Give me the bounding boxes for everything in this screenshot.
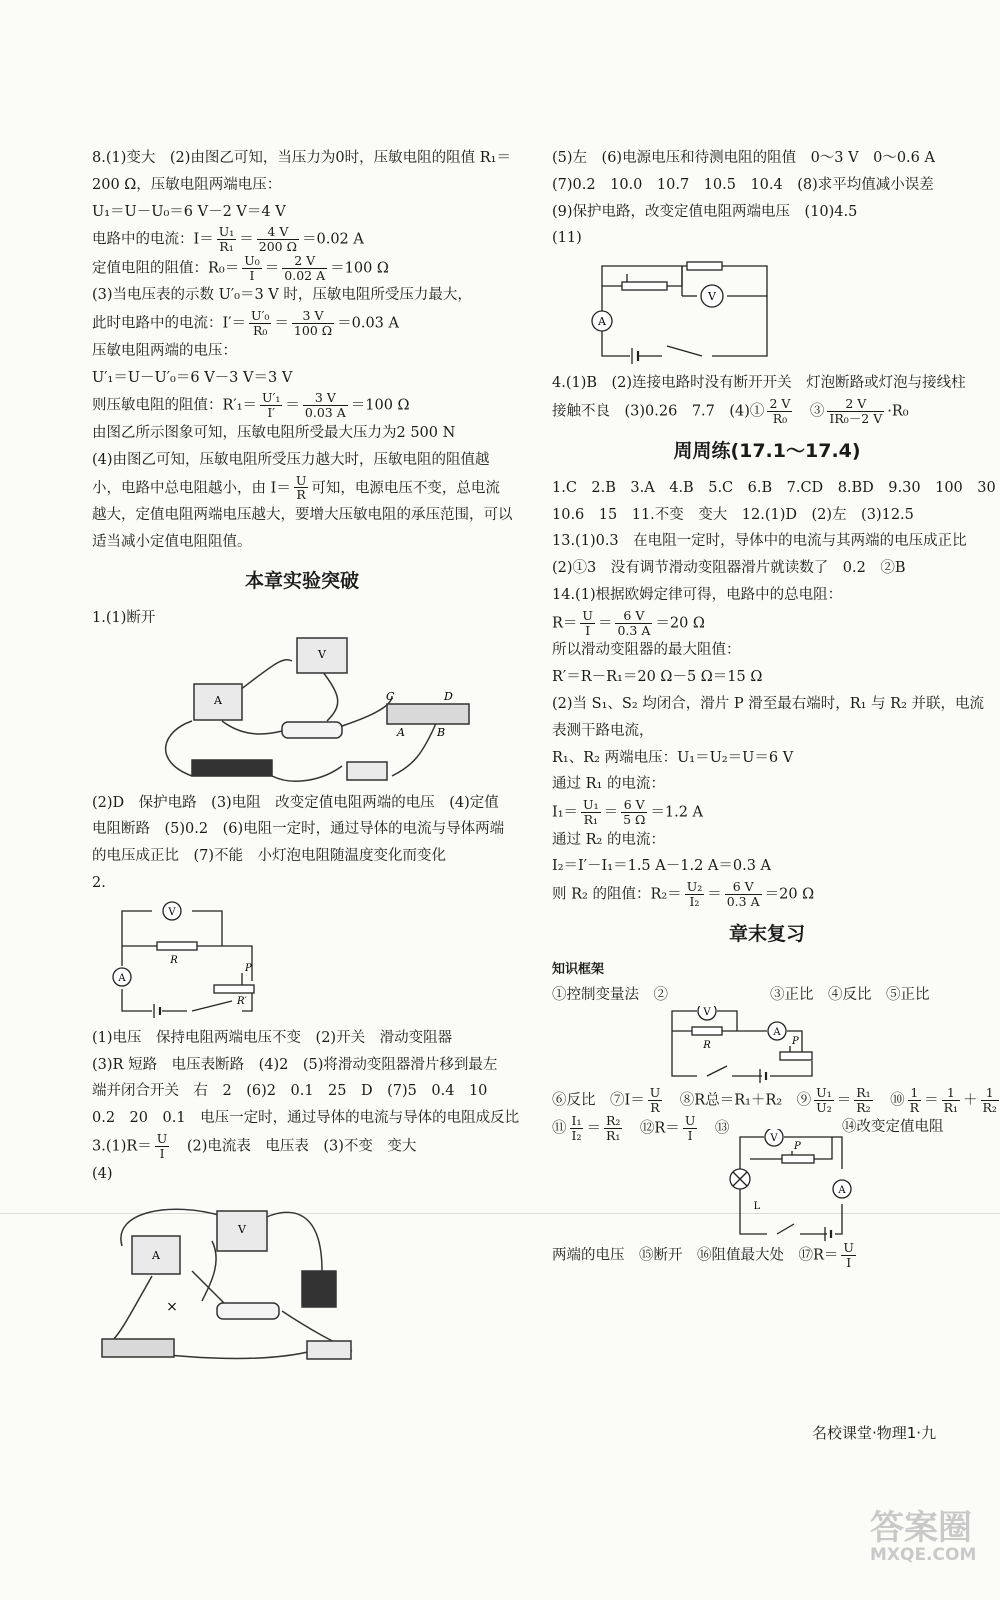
resistor-label: R <box>703 1039 711 1051</box>
text: 定值电阻的阻值：R₀＝ <box>92 260 240 277</box>
slider-label: P <box>792 1035 799 1047</box>
right-column <box>552 145 997 1270</box>
q8-line-1: 8.(1)变大 (2)由图乙可知，当压力为0时，压敏电阻的阻值 R₁＝ <box>92 150 511 166</box>
site-watermark <box>870 1500 976 1565</box>
text: ＝20 Ω <box>764 886 815 903</box>
w-current-r1 <box>552 798 982 827</box>
q8-line-13 <box>92 474 512 503</box>
text: R＝ <box>552 615 578 632</box>
e2-number: 2. <box>92 875 106 892</box>
text: ③正比 ④反比 ⑤正比 <box>770 986 930 1003</box>
text: ＝100 Ω <box>330 260 389 277</box>
w-line-12: 通过 R₁ 的电流： <box>552 776 665 793</box>
text: ＝ <box>274 315 289 332</box>
fraction <box>854 1086 872 1115</box>
numerator: 6 V <box>725 880 762 895</box>
numerator: U <box>684 1113 696 1129</box>
q4-line-2 <box>552 397 982 426</box>
denominator: R₀ <box>772 410 788 426</box>
w-line-1: 1.C 2.B 3.A 4.B 5.C 6.B 7.CD 8.BD 9.30 100 30 <box>552 479 996 496</box>
q8-line-3: U₁＝U－U₀＝6 V－2 V＝4 V <box>92 203 286 220</box>
text: ＝ <box>707 886 722 903</box>
numerator: 1 <box>942 1086 960 1101</box>
fraction <box>981 1086 999 1115</box>
q8-current2-formula <box>92 309 512 338</box>
text: 可知，电源电压不变，总电流 <box>311 479 500 496</box>
denominator: U₂ <box>816 1099 832 1115</box>
numerator: U <box>582 607 593 623</box>
text: 此时电路中的电流：I′＝ <box>92 315 247 332</box>
numerator: 1 <box>981 1086 999 1101</box>
numerator: 6 V <box>615 609 652 624</box>
e1-line-2: (2)D 保护电路 (3)电阻 改变定值电阻两端的电压 (4)定值 <box>92 794 499 811</box>
denominator: R₁ <box>943 1099 959 1115</box>
terminal-c-label: C <box>386 689 395 703</box>
denominator: 100 Ω <box>293 323 333 338</box>
e3-physical-circuit <box>92 1191 392 1366</box>
q8-line-6: (3)当电压表的示数 U′₀＝3 V 时，压敏电阻所受压力最大， <box>92 287 472 304</box>
fraction <box>683 1114 698 1143</box>
numerator: 2 V <box>769 396 791 412</box>
ammeter-label: A <box>214 693 222 707</box>
text: 两端的电压 ⑮断开 ⑯阻值最大处 ⑰R＝ <box>552 1247 839 1264</box>
e1-physical-circuit <box>92 636 502 786</box>
denominator: IR₀－2 V <box>829 410 883 426</box>
kf-line-b <box>552 1084 997 1115</box>
numerator: 1 <box>908 1086 921 1101</box>
terminal-b-label: B <box>437 725 446 739</box>
denominator: I′ <box>267 405 276 421</box>
e2-line-3: 端并闭合开关 右 2 (6)2 0.1 25 D (7)5 0.4 10 <box>92 1083 488 1100</box>
text: 3.(1)R＝ <box>92 1138 152 1155</box>
numerator: U <box>649 1084 661 1100</box>
numerator: U′₁ <box>262 390 281 406</box>
fraction <box>580 609 595 638</box>
w-resistance-r2 <box>552 880 982 909</box>
text: ＝ <box>264 260 280 277</box>
text: 则压敏电阻的阻值：R′₁＝ <box>92 397 258 414</box>
slider-label: P <box>794 1140 801 1152</box>
fraction <box>570 1114 584 1143</box>
page-footer: 名校课堂·物理1·九 <box>812 1424 937 1442</box>
w-line-7: 所以滑动变阻器的最大阻值： <box>552 642 741 659</box>
q8-line-15: 适当减小定值电阻阻值。 <box>92 533 252 550</box>
rheostat-label: R′ <box>237 995 247 1007</box>
text: ＝20 Ω <box>655 615 705 632</box>
fraction <box>942 1086 960 1115</box>
r-line-2: (7)0.2 10.0 10.7 10.5 10.4 (8)求平均值减小误差 <box>552 176 934 193</box>
section-title-experiments: 本章实验突破 <box>244 569 359 592</box>
e2-line-1: (1)电压 保持电阻两端电压不变 (2)开关 滑动变阻器 <box>92 1029 453 1046</box>
r-line-3: (9)保护电路，改变定值电阻两端电压 (10)4.5 <box>552 203 858 220</box>
text: 接触不良 (3)0.26 7.7 (4)① <box>552 403 765 420</box>
ammeter-label: A <box>118 972 126 984</box>
denominator: R₂ <box>856 1099 871 1115</box>
fraction <box>621 798 647 827</box>
q8-resistor-formula <box>92 254 512 283</box>
cross-mark: × <box>166 1299 178 1316</box>
denominator: 0.03 A <box>304 405 346 421</box>
denominator: R₁ <box>219 239 234 255</box>
q8-line-11: 由图乙所示图象可知，压敏电阻所受最大压力为2 500 N <box>92 424 456 441</box>
w-line-4: (2)①3 没有调节滑动变阻器滑片就读数了 0.2 ②B <box>552 560 906 577</box>
numerator: U′₀ <box>251 308 270 324</box>
fraction <box>303 391 348 420</box>
w-line-2: 10.6 15 11.不变 变大 12.(1)D (2)左 (3)12.5 <box>552 506 914 523</box>
numerator: 2 V <box>282 254 327 269</box>
denominator: 0.02 A <box>284 267 326 283</box>
knowledge-framework-title: 知识框架 <box>552 961 605 977</box>
numerator: U <box>156 1131 168 1147</box>
e2-circuit-diagram <box>92 901 292 1021</box>
text: ＋ <box>963 1092 978 1109</box>
fraction <box>767 397 792 426</box>
terminal-d-label: D <box>444 689 453 703</box>
denominator: I <box>159 1145 165 1161</box>
denominator: I <box>846 1254 852 1270</box>
denominator: I₂ <box>571 1128 582 1144</box>
lamp-label: L <box>753 1200 761 1212</box>
text: ⑩ <box>875 1092 905 1109</box>
fraction <box>155 1132 170 1161</box>
w-line-9: (2)当 S₁、S₂ 均闭合，滑片 P 滑至最右端时，R₁ 与 R₂ 并联，电流 <box>552 695 985 712</box>
terminal-a-label: A <box>397 725 405 739</box>
fraction <box>249 309 271 338</box>
fraction <box>292 309 334 338</box>
e1-line-1: 1.(1)断开 <box>92 609 156 626</box>
denominator: 0.3 A <box>726 894 760 910</box>
text: ＝100 Ω <box>350 397 410 414</box>
denominator: R₁ <box>583 811 599 827</box>
e3-line-1 <box>92 1132 512 1161</box>
fraction <box>615 609 652 638</box>
fraction <box>217 225 237 254</box>
fraction <box>242 254 262 283</box>
denominator: I₂ <box>689 894 700 910</box>
q8-line-14: 越大，定值电阻两端电压越大，要增大压敏电阻的承压范围，可以 <box>92 507 513 523</box>
text: ⑭改变定值电阻 <box>842 1119 944 1136</box>
text: ＝ <box>285 397 300 414</box>
text: ＝0.02 A <box>301 231 364 248</box>
fraction <box>282 254 327 283</box>
w-line-10: 表测干路电流， <box>552 722 654 739</box>
q8-line-2: 200 Ω，压敏电阻两端电压： <box>92 176 282 193</box>
text: I₁＝ <box>552 804 579 821</box>
text: ＝ <box>603 804 619 821</box>
kf-circuit-diagram-1 <box>652 1006 872 1086</box>
denominator: R <box>296 487 306 503</box>
w-line-11: R₁、R₂ 两端电压：U₁＝U₂＝U＝6 V <box>552 749 794 766</box>
w-line-15: I₂＝I′－I₁＝1.5 A－1.2 A＝0.3 A <box>552 858 772 875</box>
e1-line-3: 电阻断路 (5)0.2 (6)电阻一定时，通过导体的电流与导体两端 <box>92 821 505 838</box>
fraction <box>841 1241 856 1270</box>
text: ＝ <box>586 1120 601 1137</box>
denominator: R₀ <box>253 323 268 338</box>
ammeter-label: A <box>773 1026 781 1038</box>
denominator: 0.3 A <box>617 622 651 638</box>
text: 电路中的电流：I＝ <box>92 231 214 248</box>
text: ③ <box>795 403 825 420</box>
fraction <box>685 880 705 909</box>
section-title-weekly: 周周练(17.1～17.4) <box>673 439 861 462</box>
numerator: R₂ <box>605 1113 621 1129</box>
r-line-1: (5)左 (6)电源电压和待测电阻的阻值 0～3 V 0～0.6 A <box>552 150 935 166</box>
fraction <box>604 1114 622 1143</box>
numerator: R₁ <box>856 1084 871 1100</box>
w-line-14: 通过 R₂ 的电流： <box>552 831 665 848</box>
numerator: 6 V <box>621 798 647 813</box>
numerator: U₁ <box>816 1084 832 1100</box>
denominator: R <box>909 1099 920 1115</box>
numerator: U₁ <box>218 224 235 240</box>
fraction <box>648 1086 663 1115</box>
voltmeter-label: V <box>318 647 326 661</box>
text: 则 R₂ 的阻值：R₂＝ <box>552 886 682 903</box>
text: ⑬ <box>700 1120 730 1137</box>
kf-line-d <box>552 1241 982 1270</box>
numerator: U <box>843 1239 854 1255</box>
ammeter-label: A <box>598 315 606 329</box>
q8-current-formula <box>92 225 512 254</box>
section-title-review: 章末复习 <box>728 922 805 945</box>
q4-line-1: 4.(1)B (2)连接电路时没有断开开关 灯泡断路或灯泡与接线柱 <box>552 375 966 392</box>
numerator: U₂ <box>686 879 703 895</box>
w-line-8: R′＝R－R₁＝20 Ω－5 Ω＝15 Ω <box>552 669 763 686</box>
denominator: I <box>687 1128 693 1144</box>
kf-line-c <box>552 1114 982 1143</box>
text: ⑥反比 ⑦I＝ <box>552 1092 645 1109</box>
watermark-url: MXQE.COM <box>870 1545 977 1565</box>
text: (2)电流表 电压表 (3)不变 变大 <box>172 1138 417 1155</box>
ammeter-label: A <box>152 1249 160 1263</box>
e2-line-4: 0.2 20 0.1 电压一定时，通过导体的电流与导体的电阻成反比 <box>92 1110 520 1127</box>
text: ＝ <box>836 1092 852 1109</box>
slider-label: P <box>245 962 252 974</box>
numerator: I₁ <box>571 1113 582 1129</box>
numerator: 3 V <box>292 309 334 324</box>
numerator: 2 V <box>827 397 884 412</box>
kf-line-a <box>552 982 982 1012</box>
denominator: 5 Ω <box>623 811 646 827</box>
fraction <box>827 397 884 426</box>
denominator: I <box>249 267 255 283</box>
numerator: U₀ <box>244 252 260 268</box>
resistor-label: R <box>170 954 178 966</box>
kf-circuit-diagram-2 <box>722 1129 942 1241</box>
numerator: 3 V <box>303 391 348 406</box>
text: ＝1.2 A <box>650 804 704 821</box>
numerator: 4 V <box>257 225 299 240</box>
fraction <box>257 225 299 254</box>
q8-line-12: (4)由图乙可知，压敏电阻所受压力越大时，压敏电阻的阻值越 <box>92 451 490 468</box>
fraction <box>908 1086 921 1115</box>
fraction <box>294 474 309 503</box>
denominator: R <box>650 1099 660 1115</box>
text: ＝ <box>239 231 254 248</box>
q8-line-9: U′₁＝U－U′₀＝6 V－3 V＝3 V <box>92 369 293 386</box>
r-line-4: (11) <box>552 230 582 247</box>
q8-line-8: 压敏电阻两端的电压： <box>92 342 237 359</box>
w-line-3: 13.(1)0.3 在电阻一定时，导体中的电流与其两端的电压成正比 <box>552 533 967 550</box>
voltmeter-label: V <box>708 290 716 304</box>
w-total-resistance <box>552 609 982 638</box>
q11-circuit-diagram <box>552 256 782 366</box>
numerator: U <box>295 472 307 488</box>
denominator: R₁ <box>605 1128 621 1144</box>
numerator: U₁ <box>583 797 599 813</box>
q8-resistance-formula <box>92 391 512 420</box>
fraction <box>725 880 762 909</box>
text: ·R₀ <box>887 403 909 420</box>
text: ⑧R总＝R₁＋R₂ ⑨ <box>665 1092 812 1109</box>
voltmeter-label: V <box>168 906 176 918</box>
text: ⑪ <box>552 1120 567 1137</box>
voltmeter-label: V <box>770 1132 778 1144</box>
denominator: 200 Ω <box>258 239 297 255</box>
e2-line-2: (3)R 短路 电压表断路 (4)2 (5)将滑动变阻器滑片移到最左 <box>92 1056 498 1073</box>
text: ①控制变量法 ② <box>552 986 668 1003</box>
text: ⑫R＝ <box>625 1120 680 1137</box>
voltmeter-label: V <box>238 1223 246 1237</box>
denominator: R₂ <box>982 1099 997 1115</box>
e3-line-2: (4) <box>92 1165 113 1182</box>
fraction <box>814 1086 834 1115</box>
text: ＝ <box>597 615 613 632</box>
e1-line-4: 的电压成正比 (7)不能 小灯泡电阻随温度变化而变化 <box>92 848 447 865</box>
fraction <box>260 391 282 420</box>
text: ＝ <box>924 1092 939 1109</box>
left-column <box>92 145 520 1370</box>
fraction <box>581 798 601 827</box>
w-line-5: 14.(1)根据欧姆定律可得，电路中的总电阻： <box>552 586 843 603</box>
denominator: I <box>585 622 591 638</box>
text: 小，电路中总电阻越小，由 I＝ <box>92 479 291 496</box>
ammeter-label: A <box>838 1184 846 1196</box>
watermark-logo: 答案圈 <box>870 1508 972 1548</box>
voltmeter-label: V <box>703 1006 711 1018</box>
text: ＝0.03 A <box>337 315 399 332</box>
